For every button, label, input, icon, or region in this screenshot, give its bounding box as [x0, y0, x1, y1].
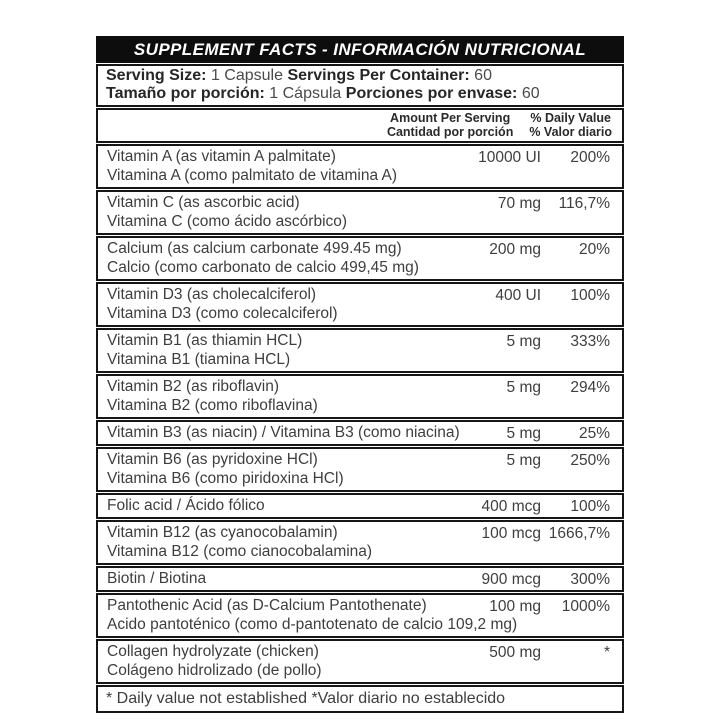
nutrient-row-10	[96, 566, 624, 592]
nutrient-name-es: Vitamina A (como palmitato de vitamina A)	[107, 167, 398, 184]
nutrient-name-es: Colágeno hidrolizado (de pollo)	[107, 662, 322, 679]
nutrient-daily-value: 1000%	[561, 598, 610, 615]
serving-size-value-en: 1 Capsule	[210, 67, 283, 84]
nutrient-name-en: Biotin / Biotina	[107, 570, 207, 587]
servings-per-container-value-en: 60	[474, 67, 492, 84]
nutrient-name-es: Acido pantoténico (como d-pantotenato de calcio 109,2 mg)	[107, 616, 518, 633]
nutrient-row-6	[96, 420, 624, 446]
nutrient-rows	[96, 144, 624, 684]
nutrient-name-en: Folic acid / Ácido fólico	[107, 497, 265, 514]
serving-size-label-es: Tamaño por porción:	[106, 85, 265, 102]
nutrient-name-en: Vitamin A (as vitamin A palmitate)	[107, 148, 336, 165]
nutrient-name-es: Vitamina B1 (tiamina HCL)	[107, 351, 291, 368]
servings-per-container-label-en: Servings Per Container:	[287, 67, 470, 84]
nutrient-row-9	[96, 520, 624, 565]
nutrient-daily-value: 294%	[570, 379, 610, 396]
nutrient-amount: 500 mg	[489, 644, 541, 661]
footnote-text: * Daily value not established *Valor diario no establecido	[106, 690, 506, 707]
nutrient-daily-value: 300%	[570, 571, 610, 588]
nutrient-name-en: Pantothenic Acid (as D-Calcium Pantothenate)	[107, 597, 427, 614]
column-header-dv	[529, 111, 612, 139]
nutrient-row-1	[96, 190, 624, 235]
nutrient-row-12	[96, 639, 624, 684]
nutrient-name-en: Vitamin B12 (as cyanocobalamin)	[107, 524, 338, 541]
nutrient-row-7	[96, 447, 624, 492]
column-header-dv-en: % Daily Value	[530, 111, 611, 125]
nutrient-name-es: Vitamina B6 (como piridoxina HCl)	[107, 470, 344, 487]
panel-title-text: SUPPLEMENT FACTS - INFORMACIÓN NUTRICIONAL	[133, 39, 587, 59]
nutrient-name-en: Vitamin B2 (as riboflavin)	[107, 378, 280, 395]
nutrient-amount: 400 UI	[495, 287, 541, 304]
column-header-dv-es: % Valor diario	[529, 125, 612, 139]
nutrient-name-en: Vitamin B1 (as thiamin HCL)	[107, 332, 303, 349]
nutrient-daily-value: 116,7%	[558, 195, 610, 212]
nutrient-row-3	[96, 282, 624, 327]
serving-line-en	[106, 67, 614, 85]
nutrient-amount: 5 mg	[506, 452, 541, 469]
nutrient-row-8	[96, 493, 624, 519]
nutrient-name-es: Vitamina D3 (como colecalciferol)	[107, 305, 338, 322]
nutrient-amount: 5 mg	[506, 425, 541, 442]
nutrient-daily-value: *	[603, 644, 610, 661]
nutrient-name-en: Calcium (as calcium carbonate 499.45 mg)	[107, 240, 402, 257]
nutrient-amount: 5 mg	[506, 379, 541, 396]
footnote-box	[96, 685, 624, 713]
servings-per-container-label-es: Porciones por envase:	[345, 85, 518, 102]
nutrient-daily-value: 20%	[578, 241, 610, 258]
nutrient-daily-value: 100%	[570, 287, 610, 304]
nutrient-amount: 70 mg	[497, 195, 541, 212]
nutrient-daily-value: 250%	[570, 452, 610, 469]
serving-size-label-en: Serving Size:	[106, 67, 207, 84]
nutrient-name-en: Vitamin B6 (as pyridoxine HCl)	[107, 451, 318, 468]
nutrient-name-es: Vitamina C (como ácido ascórbico)	[107, 213, 348, 230]
nutrient-row-11	[96, 593, 624, 638]
nutrient-row-0	[96, 144, 624, 189]
column-header-amount-en: Amount Per Serving	[390, 111, 511, 125]
nutrient-name-en: Collagen hydrolyzate (chicken)	[107, 643, 319, 660]
nutrient-name-es: Calcio (como carbonato de calcio 499,45 mg)	[107, 259, 419, 276]
nutrient-name-es: Vitamina B2 (como riboflavina)	[107, 397, 318, 414]
nutrient-name-en: Vitamin C (as ascorbic acid)	[107, 194, 300, 211]
serving-line-es	[106, 85, 614, 103]
nutrient-amount: 400 mcg	[481, 498, 541, 515]
servings-per-container-value-es: 60	[521, 85, 540, 102]
nutrient-amount: 5 mg	[506, 333, 541, 350]
column-header-amount-es: Cantidad por porción	[386, 125, 514, 139]
supplement-facts-panel	[96, 36, 624, 713]
nutrient-name-es: Vitamina B12 (como cianocobalamina)	[107, 543, 373, 560]
nutrient-daily-value: 200%	[570, 149, 610, 166]
column-header-amount	[387, 111, 513, 139]
nutrient-name-en: Vitamin D3 (as cholecalciferol)	[107, 286, 317, 303]
nutrient-amount: 10000 UI	[478, 149, 541, 166]
nutrient-daily-value: 100%	[570, 498, 610, 515]
nutrient-daily-value: 1666,7%	[548, 525, 610, 542]
column-headers-box	[96, 108, 624, 143]
nutrient-amount: 900 mcg	[481, 571, 541, 588]
nutrient-amount: 100 mg	[489, 598, 541, 615]
panel-title	[96, 36, 624, 63]
nutrient-daily-value: 25%	[578, 425, 610, 442]
nutrient-amount: 200 mg	[489, 241, 541, 258]
serving-size-value-es: 1 Cápsula	[269, 85, 342, 102]
nutrient-row-5	[96, 374, 624, 419]
nutrient-daily-value: 333%	[570, 333, 610, 350]
nutrient-amount: 100 mcg	[481, 525, 541, 542]
serving-info-box	[96, 64, 624, 107]
nutrient-name-en: Vitamin B3 (as niacin) / Vitamina B3 (como niacina)	[107, 424, 460, 441]
nutrient-row-4	[96, 328, 624, 373]
nutrient-row-2	[96, 236, 624, 281]
